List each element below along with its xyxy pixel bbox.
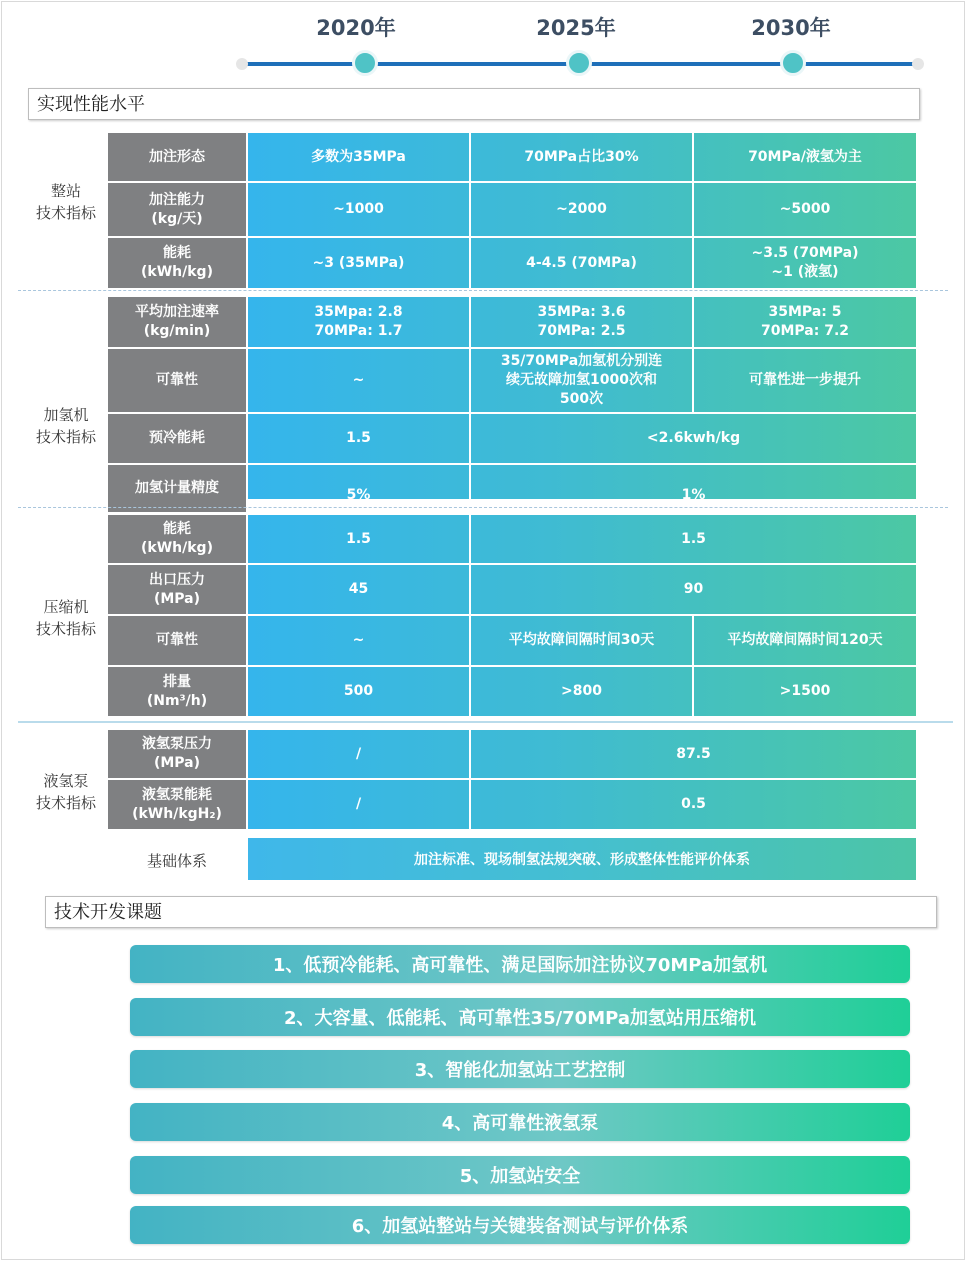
cell-fill-capacity-2025: ~2000 bbox=[556, 201, 607, 217]
topic-item: 4、高可靠性液氢泵 bbox=[130, 1103, 910, 1141]
row-label-displacement: 排量 (Nm³/h) bbox=[108, 667, 246, 716]
row-label-dispenser-reliability: 可靠性 bbox=[108, 349, 246, 412]
separator bbox=[18, 721, 953, 723]
section-topics-title: 技术开发课题 bbox=[45, 896, 937, 928]
cell-precool-energy-2020: 1.5 bbox=[346, 430, 371, 446]
cell-fill-rate-2025: 35MPa: 3.6 70MPa: 2.5 bbox=[537, 304, 626, 339]
cell-fill-form-2025: 70MPa占比30% bbox=[524, 148, 639, 165]
row-label-fill-capacity: 加注能力 (kg/天) bbox=[108, 183, 246, 236]
topic-item: 3、智能化加氢站工艺控制 bbox=[130, 1050, 910, 1088]
cell-station-energy-2030: ~3.5 (70MPa) ~1 (液氢) bbox=[751, 245, 859, 280]
cell-pump-energy-2020: / bbox=[355, 796, 362, 812]
topic-item: 6、加氢站整站与关键装备测试与评价体系 bbox=[130, 1206, 910, 1244]
topic-item: 2、大容量、低能耗、高可靠性35/70MPa加氢站用压缩机 bbox=[130, 998, 910, 1036]
section-performance-title: 实现性能水平 bbox=[28, 88, 920, 120]
cell-compressor-reliability-2020: ~ bbox=[352, 632, 365, 648]
cell-fill-capacity-2020: ~1000 bbox=[333, 201, 384, 217]
row-label-compressor-energy: 能耗 (kWh/kg) bbox=[108, 515, 246, 563]
cell-station-energy-2020: ~3 (35MPa) bbox=[312, 254, 405, 271]
cell-displacement-2025: >800 bbox=[561, 683, 602, 699]
group-compressor: 压缩机 技术指标 bbox=[35, 598, 96, 638]
group-lh2pump: 液氢泵 技术指标 bbox=[35, 772, 96, 812]
cell-compressor-reliability-2025: 平均故障间隔时间30天 bbox=[508, 632, 655, 648]
cell-fill-rate-2020: 35Mpa: 2.8 70MPa: 1.7 bbox=[314, 304, 403, 339]
cell-pump-energy-2025-2030: 0.5 bbox=[681, 796, 706, 812]
cell-fill-rate-2030: 35MPa: 5 70MPa: 7.2 bbox=[760, 304, 850, 339]
cell-pump-pressure-2020: / bbox=[355, 745, 362, 762]
row-label-fill-form: 加注形态 bbox=[108, 133, 246, 181]
row-label-compressor-reliability: 可靠性 bbox=[108, 616, 246, 665]
row-label-metering-accuracy: 加氢计量精度 bbox=[108, 465, 246, 512]
cell-pump-pressure-2025-2030: 87.5 bbox=[676, 745, 711, 762]
row-label-fill-rate: 平均加注速率 (kg/min) bbox=[108, 297, 246, 347]
cell-precool-energy-2025-2030: <2.6kwh/kg bbox=[646, 430, 741, 446]
timeline-dot-2025 bbox=[566, 50, 592, 76]
timeline-dot-2030 bbox=[780, 50, 806, 76]
cell-fill-form-2030: 70MPa/液氢为主 bbox=[748, 148, 862, 165]
basis-label: 基础体系 bbox=[146, 852, 207, 870]
timeline-dot-2020 bbox=[352, 50, 378, 76]
cell-compressor-energy-2020: 1.5 bbox=[346, 530, 371, 547]
cell-displacement-2020: 500 bbox=[343, 683, 374, 699]
topic-item: 1、低预冷能耗、高可靠性、满足国际加注协议70MPa加氢机 bbox=[130, 945, 910, 983]
row-label-station-energy: 能耗 (kWh/kg) bbox=[108, 238, 246, 288]
basis-bar: 加注标准、现场制氢法规突破、形成整体性能评价体系 bbox=[248, 838, 916, 880]
row-label-pump-energy: 液氢泵能耗 (kWh/kgH₂) bbox=[108, 780, 246, 829]
year-2020: 2020年 bbox=[316, 16, 396, 40]
row-label-precool-energy: 预冷能耗 bbox=[108, 414, 246, 463]
separator bbox=[18, 290, 948, 291]
topic-item: 5、加氢站安全 bbox=[130, 1156, 910, 1194]
timeline-start-cap bbox=[236, 58, 248, 70]
cell-metering-accuracy-2020: 5% bbox=[346, 486, 371, 503]
separator bbox=[18, 507, 948, 508]
cell-displacement-2030: >1500 bbox=[779, 683, 831, 699]
timeline-end-cap bbox=[912, 58, 924, 70]
group-station: 整站 技术指标 bbox=[35, 182, 96, 222]
cell-metering-accuracy-2025-2030: 1% bbox=[681, 486, 706, 503]
group-dispenser: 加氢机 技术指标 bbox=[35, 406, 96, 446]
cell-compressor-energy-2025-2030: 1.5 bbox=[681, 530, 706, 547]
cell-outlet-pressure-2025-2030: 90 bbox=[683, 581, 704, 597]
cell-dispenser-reliability-2030: 可靠性进一步提升 bbox=[749, 372, 861, 388]
year-2030: 2030年 bbox=[751, 16, 831, 40]
cell-fill-capacity-2030: ~5000 bbox=[779, 201, 831, 217]
cell-fill-form-2020: 多数为35MPa bbox=[311, 148, 406, 165]
cell-outlet-pressure-2020: 45 bbox=[348, 581, 369, 597]
cell-compressor-reliability-2030: 平均故障间隔时间120天 bbox=[727, 632, 883, 648]
cell-station-energy-2025: 4-4.5 (70MPa) bbox=[526, 254, 637, 271]
row-label-outlet-pressure: 出口压力 (MPa) bbox=[108, 565, 246, 614]
row-label-pump-pressure: 液氢泵压力 (MPa) bbox=[108, 730, 246, 778]
year-2025: 2025年 bbox=[536, 16, 616, 40]
cell-dispenser-reliability-2025: 35/70MPa加氢机分别连 续无故障加氢1000次和 500次 bbox=[500, 353, 663, 407]
cell-dispenser-reliability-2020: ~ bbox=[352, 372, 365, 388]
